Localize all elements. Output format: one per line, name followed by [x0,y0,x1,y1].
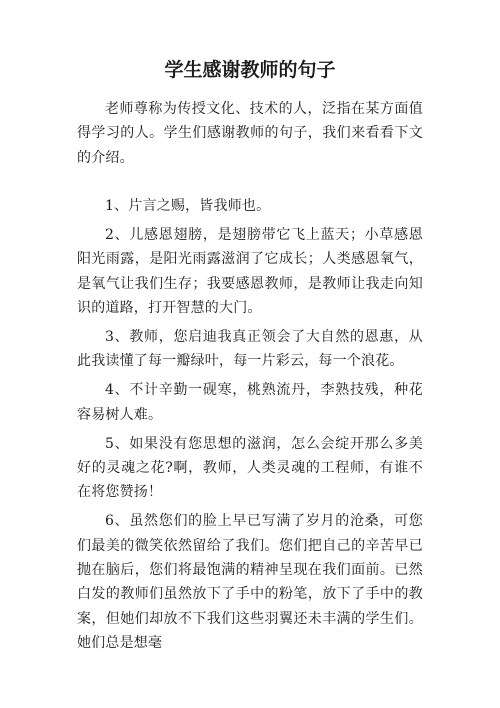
document-title: 学生感谢教师的句子 [164,59,336,81]
quote-paragraph-6: 6、虽然您们的脸上早已写满了岁月的沧桑，可您们最美的微笑依然留给了我们。您们把自己的辛苦早已抛在脑后，您们将最饱满的精神呈现在我们面前。已然白发的教师们虽然放下了手中的粉笔，放下了手中的教案，但她们却放不下我们这些羽翼还未丰满的学生们。她们总是想毫 [77,513,423,651]
intro-paragraph: 老师尊称为传授文化、技术的人，泛指在某方面值得学习的人。学生们感谢教师的句子，我们来看看下文的介绍。 [77,101,423,166]
quote-paragraph-1: 1、片言之赐，皆我师也。 [105,197,271,214]
quote-paragraph-3: 3、教师，您启迪我真正领会了大自然的恩惠，从此我读懂了每一瓣绿叶，每一片彩云，每一个浪花。 [77,328,423,370]
quote-paragraph-5: 5、如果没有您思想的滋润，怎么会绽开那么多美好的灵魂之花?啊，教师，人类灵魂的工程师，有谁不在将您赞扬！ [77,435,423,501]
document-body [77,97,423,655]
quote-paragraph-2: 2、儿感恩翅膀，是翅膀带它飞上蓝天；小草感恩阳光雨露，是阳光雨露滋润了它成长；人类感恩氧气，是氧气让我们生存；我要感恩教师，是教师让我走向知识的道路，打开智慧的大门。 [77,226,423,316]
quote-paragraph-4: 4、不计辛勤一砚寒，桃熟流丹，李熟技残，种花容易树人难。 [77,382,423,423]
